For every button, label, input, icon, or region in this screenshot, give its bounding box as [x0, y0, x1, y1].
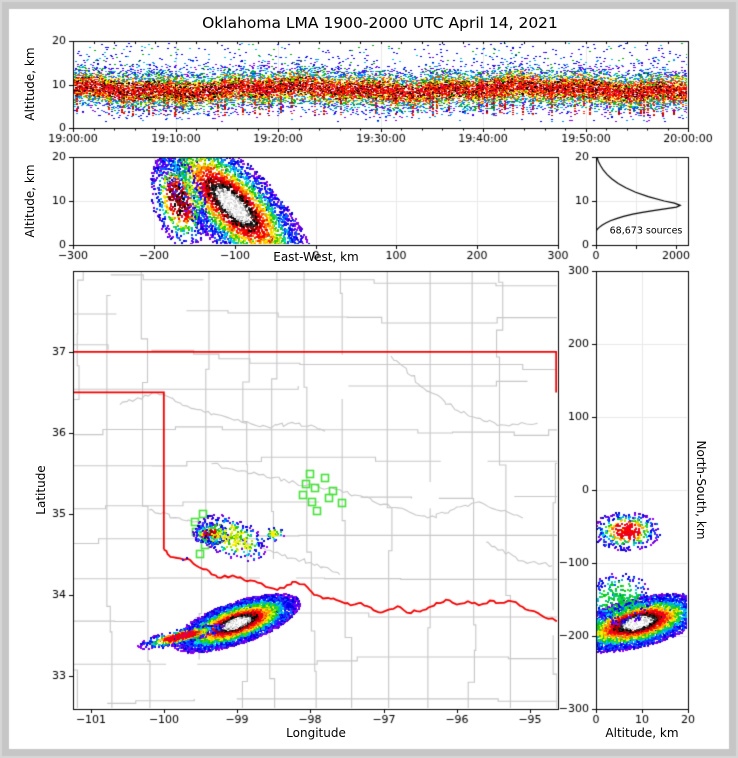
ylabel-northsouth-panel: North-South, km — [694, 440, 708, 540]
ylabel-map-panel: Latitude — [34, 465, 48, 515]
figure-title: Oklahoma LMA 1900-2000 UTC April 14, 2021 — [202, 14, 558, 32]
ylabel-time-height-panel: Altitude, km — [23, 47, 37, 121]
xlabel-eastwest-panel: East-West, km — [273, 250, 359, 264]
source-count-annotation: 68,673 sources — [609, 225, 683, 237]
xlabel-map-panel: Longitude — [286, 726, 346, 740]
xlabel-northsouth-panel: Altitude, km — [605, 726, 679, 740]
ylabel-eastwest-panel: Altitude, km — [23, 164, 37, 238]
